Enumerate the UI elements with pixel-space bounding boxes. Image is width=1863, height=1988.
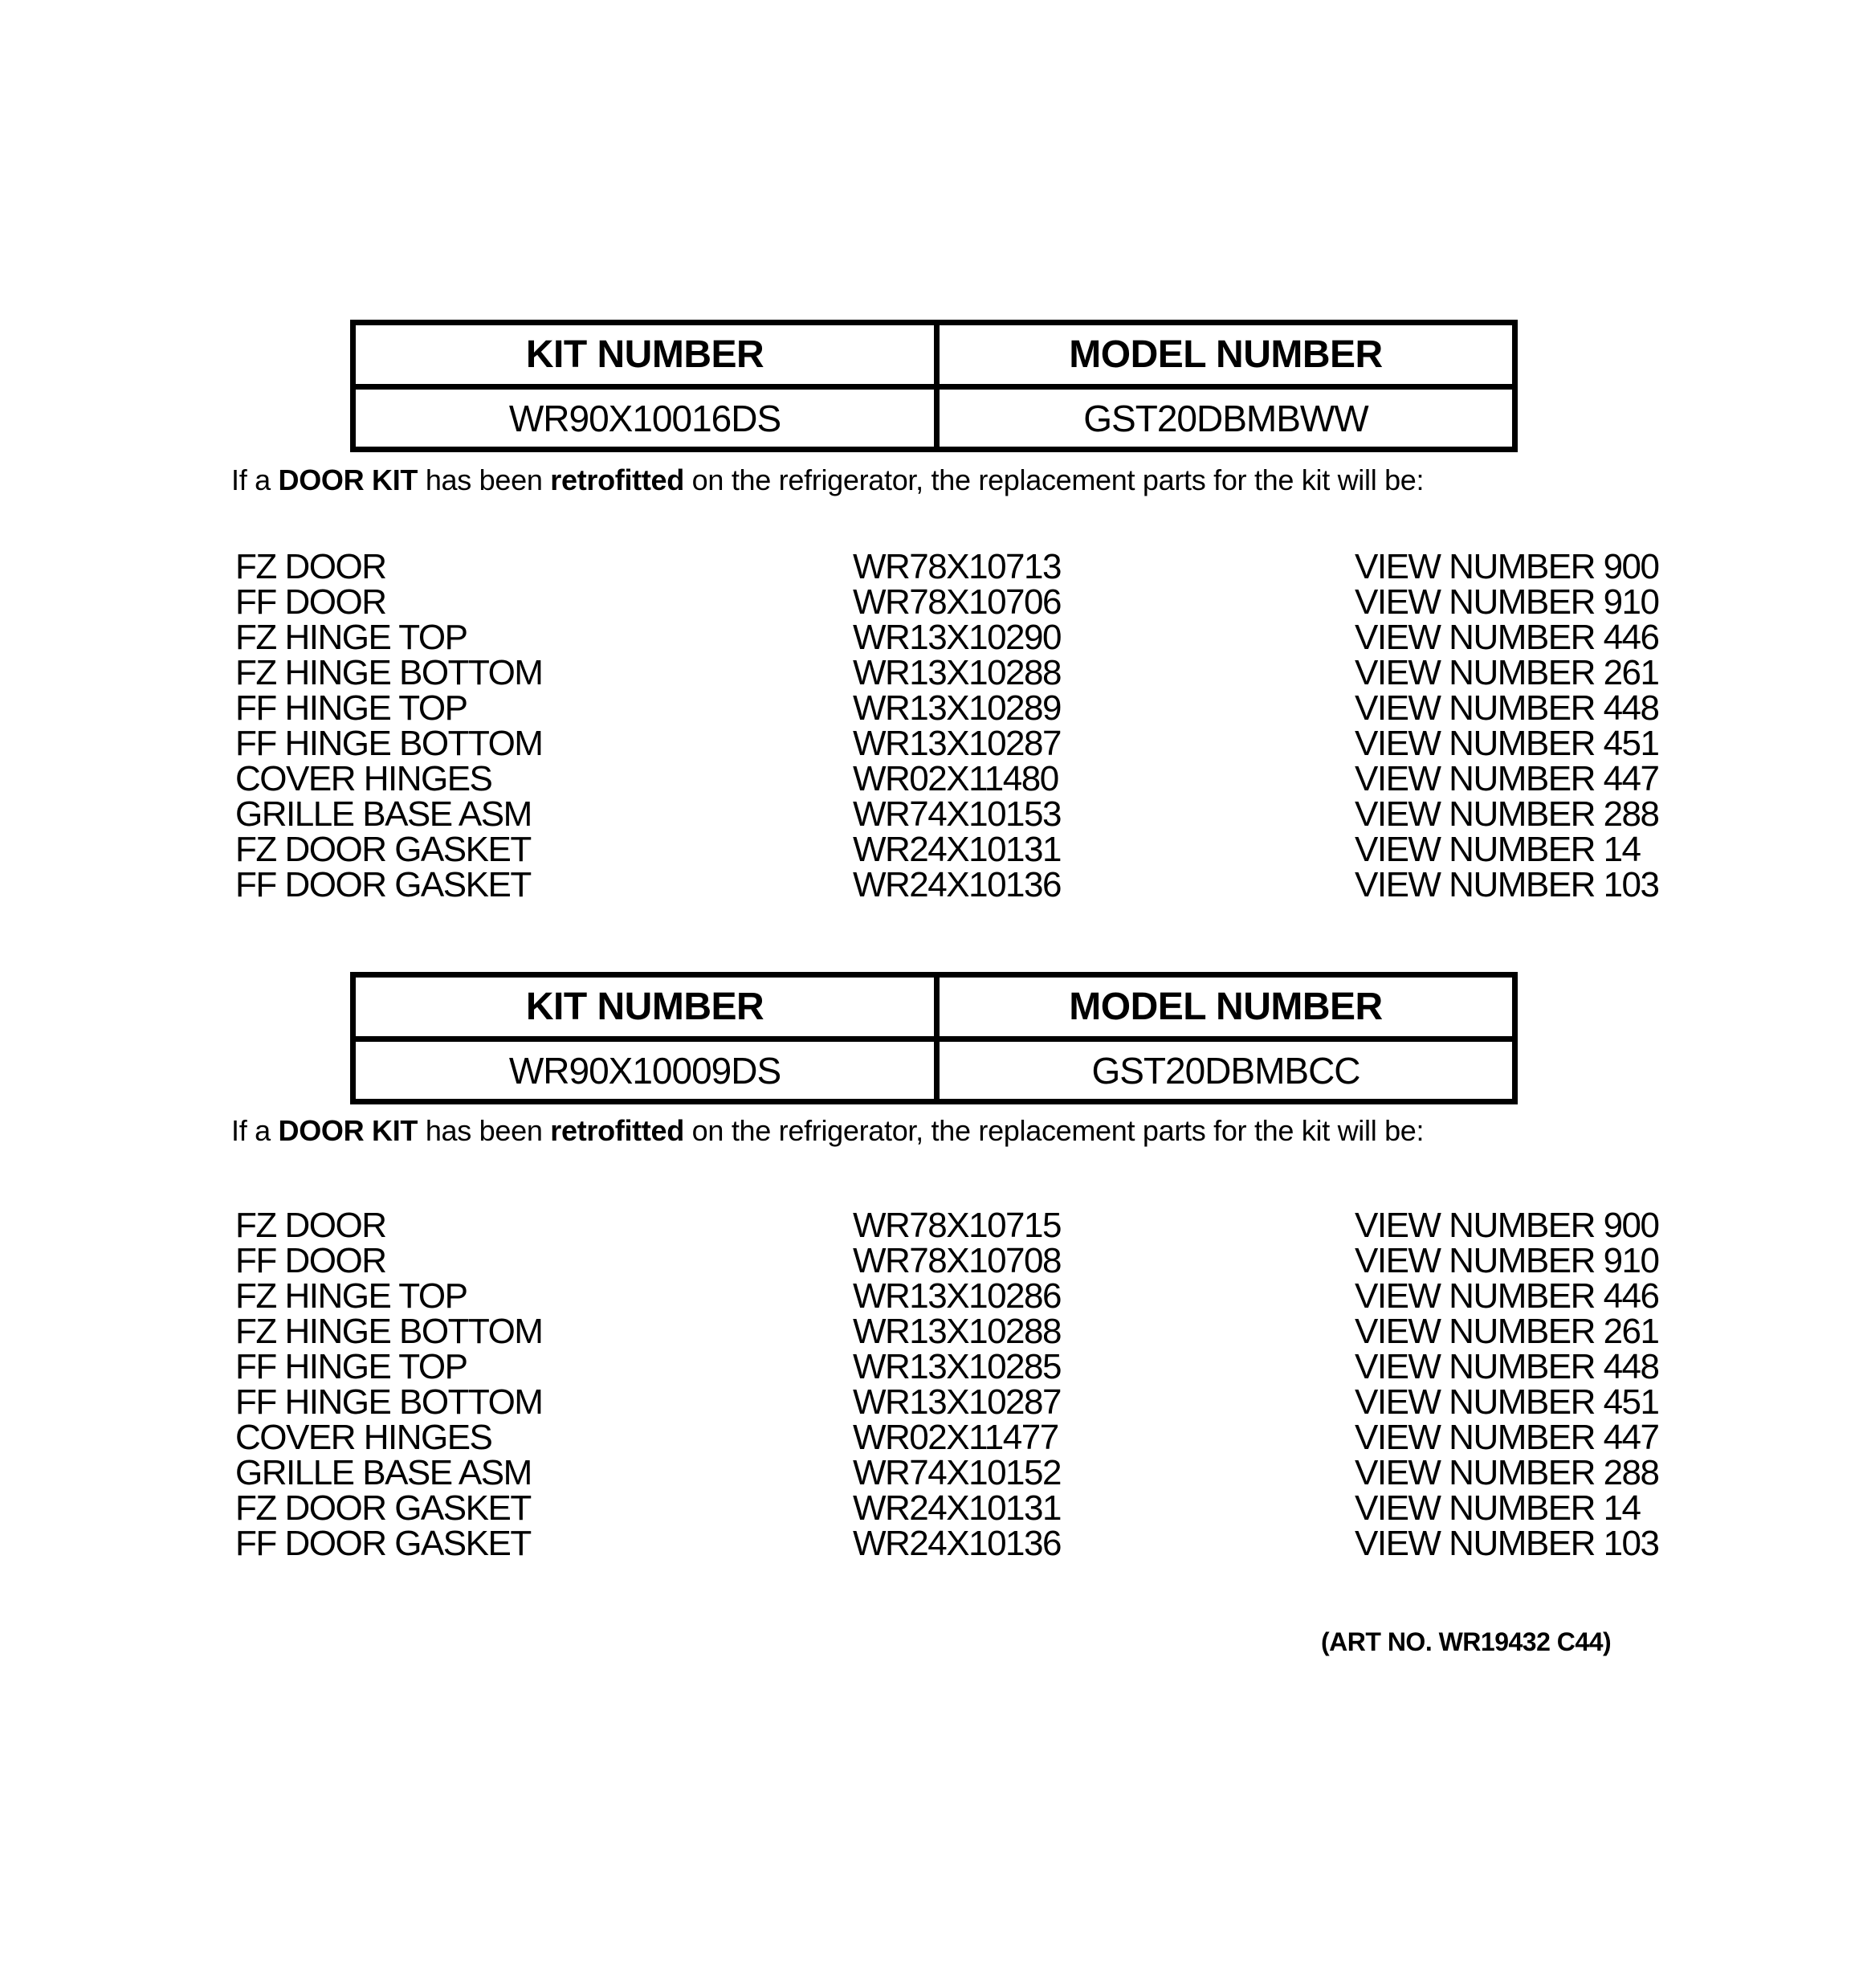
part-number: WR24X10136 bbox=[853, 1524, 1061, 1563]
retrofitted-emphasis: retrofitted bbox=[550, 463, 684, 496]
part-name: FF HINGE BOTTOM bbox=[235, 724, 543, 763]
parts-row bbox=[235, 1488, 1689, 1528]
part-number: WR24X10136 bbox=[853, 865, 1061, 904]
part-name: FZ HINGE BOTTOM bbox=[235, 653, 543, 692]
model-number-header: MODEL NUMBER bbox=[934, 978, 1512, 1036]
view-number: VIEW NUMBER 14 bbox=[1355, 1488, 1641, 1528]
part-number: WR13X10287 bbox=[853, 724, 1061, 763]
view-number: VIEW NUMBER 900 bbox=[1355, 1206, 1659, 1245]
kit-number-value: WR90X10016DS bbox=[356, 384, 934, 447]
part-number: WR24X10131 bbox=[853, 830, 1061, 869]
view-number: VIEW NUMBER 448 bbox=[1355, 688, 1659, 728]
parts-row bbox=[235, 761, 1689, 797]
part-number: WR78X10706 bbox=[853, 582, 1061, 622]
part-number: WR13X10285 bbox=[853, 1347, 1061, 1386]
view-number: VIEW NUMBER 446 bbox=[1355, 1276, 1659, 1316]
retrofit-note-text: If a bbox=[231, 463, 279, 496]
retrofit-note bbox=[231, 463, 1685, 498]
part-name: GRILLE BASE ASM bbox=[235, 794, 532, 834]
model-number-value: GST20DBMBCC bbox=[934, 1036, 1512, 1099]
part-name: FZ HINGE TOP bbox=[235, 618, 467, 657]
view-number: VIEW NUMBER 14 bbox=[1355, 830, 1641, 869]
view-number: VIEW NUMBER 261 bbox=[1355, 1312, 1659, 1351]
view-number: VIEW NUMBER 900 bbox=[1355, 547, 1659, 586]
parts-row bbox=[235, 1314, 1689, 1349]
part-name: FF DOOR GASKET bbox=[235, 1524, 531, 1563]
parts-row bbox=[235, 549, 1689, 585]
part-number: WR13X10290 bbox=[853, 618, 1061, 657]
view-number: VIEW NUMBER 447 bbox=[1355, 1418, 1659, 1457]
kit-model-table-2 bbox=[350, 972, 1518, 1104]
part-number: WR13X10287 bbox=[853, 1382, 1061, 1422]
kit-model-table-1 bbox=[350, 320, 1518, 452]
part-number: WR13X10289 bbox=[853, 688, 1061, 728]
part-name: FZ HINGE BOTTOM bbox=[235, 1312, 543, 1351]
retrofit-note-text: If a bbox=[231, 1114, 279, 1147]
view-number: VIEW NUMBER 261 bbox=[1355, 653, 1659, 692]
view-number: VIEW NUMBER 910 bbox=[1355, 582, 1659, 622]
view-number: VIEW NUMBER 288 bbox=[1355, 794, 1659, 834]
view-number: VIEW NUMBER 446 bbox=[1355, 618, 1659, 657]
part-name: FF HINGE TOP bbox=[235, 1347, 467, 1386]
retrofit-note-text: has been bbox=[418, 1114, 551, 1147]
part-name: FZ DOOR GASKET bbox=[235, 830, 531, 869]
part-number: WR13X10288 bbox=[853, 1312, 1061, 1351]
part-name: FF HINGE BOTTOM bbox=[235, 1382, 543, 1422]
part-number: WR74X10153 bbox=[853, 794, 1061, 834]
view-number: VIEW NUMBER 447 bbox=[1355, 759, 1659, 798]
door-kit-emphasis: DOOR KIT bbox=[278, 1114, 418, 1147]
parts-row bbox=[235, 1349, 1689, 1385]
part-number: WR02X11477 bbox=[853, 1418, 1058, 1457]
kit-number-header: KIT NUMBER bbox=[525, 333, 764, 376]
parts-row bbox=[235, 794, 1689, 834]
parts-row bbox=[235, 1455, 1689, 1491]
part-number: WR24X10131 bbox=[853, 1488, 1061, 1528]
parts-row bbox=[235, 688, 1689, 728]
view-number: VIEW NUMBER 103 bbox=[1355, 1524, 1659, 1563]
part-number: WR78X10708 bbox=[853, 1241, 1061, 1280]
retrofit-note-text: on the refrigerator, the replacement parts for the kit will be: bbox=[683, 463, 1425, 496]
part-name: GRILLE BASE ASM bbox=[235, 1453, 532, 1492]
retrofit-note-text: has been bbox=[418, 463, 551, 496]
parts-row bbox=[235, 582, 1689, 622]
view-number: VIEW NUMBER 451 bbox=[1355, 724, 1659, 763]
part-name: COVER HINGES bbox=[235, 759, 492, 798]
part-name: FF DOOR bbox=[235, 1241, 386, 1280]
part-name: COVER HINGES bbox=[235, 1418, 492, 1457]
part-name: FZ DOOR GASKET bbox=[235, 1488, 531, 1528]
part-name: FF DOOR GASKET bbox=[235, 865, 531, 904]
model-number-value: GST20DBMBWW bbox=[934, 384, 1512, 447]
part-name: FZ DOOR bbox=[235, 1206, 386, 1245]
parts-row bbox=[235, 1420, 1689, 1455]
parts-row bbox=[235, 726, 1689, 761]
parts-row bbox=[235, 832, 1689, 867]
view-number: VIEW NUMBER 910 bbox=[1355, 1241, 1659, 1280]
part-name: FZ DOOR bbox=[235, 547, 386, 586]
parts-row bbox=[235, 1526, 1689, 1561]
parts-row bbox=[235, 620, 1689, 655]
art-number: (ART NO. WR19432 C44) bbox=[1321, 1627, 1612, 1656]
part-name: FF HINGE TOP bbox=[235, 688, 467, 728]
parts-list-1 bbox=[235, 549, 1689, 903]
parts-row bbox=[235, 1243, 1689, 1279]
retrofit-note bbox=[231, 1113, 1685, 1149]
part-number: WR78X10713 bbox=[853, 547, 1061, 586]
parts-row bbox=[235, 867, 1689, 903]
view-number: VIEW NUMBER 448 bbox=[1355, 1347, 1659, 1386]
model-number-header: MODEL NUMBER bbox=[934, 325, 1512, 384]
view-number: VIEW NUMBER 451 bbox=[1355, 1382, 1659, 1422]
retrofit-note-text: on the refrigerator, the replacement parts for the kit will be: bbox=[683, 1114, 1425, 1147]
parts-row bbox=[235, 1276, 1689, 1316]
kit-number-value: WR90X10009DS bbox=[356, 1036, 934, 1099]
view-number: VIEW NUMBER 103 bbox=[1355, 865, 1659, 904]
part-number: WR02X11480 bbox=[853, 759, 1058, 798]
part-number: WR13X10286 bbox=[853, 1276, 1061, 1316]
part-number: WR74X10152 bbox=[853, 1453, 1061, 1492]
part-number: WR78X10715 bbox=[853, 1206, 1061, 1245]
parts-row bbox=[235, 1382, 1689, 1422]
parts-row bbox=[235, 1208, 1689, 1243]
part-name: FF DOOR bbox=[235, 582, 386, 622]
view-number: VIEW NUMBER 288 bbox=[1355, 1453, 1659, 1492]
kit-number-header: KIT NUMBER bbox=[525, 986, 764, 1028]
part-name: FZ HINGE TOP bbox=[235, 1276, 467, 1316]
retrofitted-emphasis: retrofitted bbox=[550, 1114, 684, 1147]
parts-row bbox=[235, 655, 1689, 691]
parts-list-2 bbox=[235, 1208, 1689, 1561]
part-number: WR13X10288 bbox=[853, 653, 1061, 692]
door-kit-emphasis: DOOR KIT bbox=[278, 463, 418, 496]
